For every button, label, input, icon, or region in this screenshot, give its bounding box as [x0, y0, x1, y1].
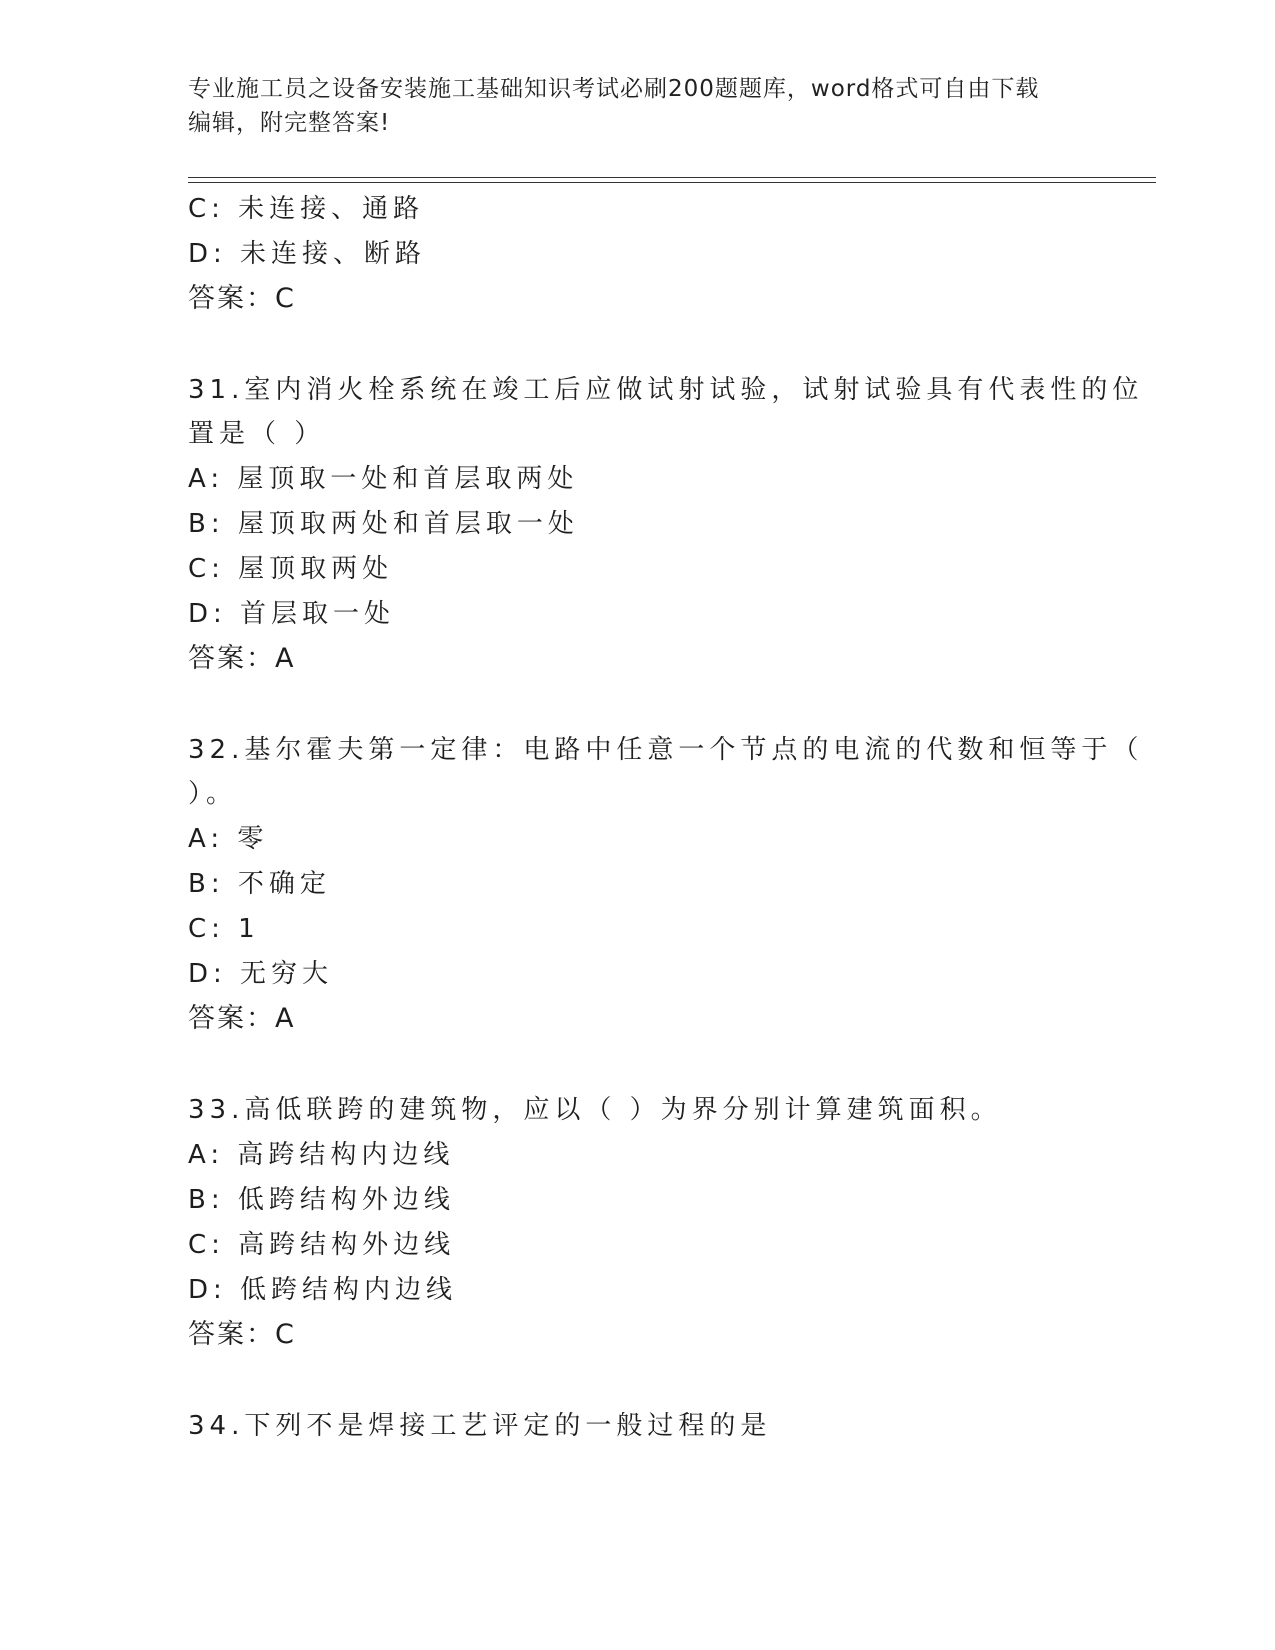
q32-stem-line-2: ）。 [188, 779, 238, 809]
q33-option-b: B: 低跨结构外边线 [188, 1185, 455, 1215]
q32-option-d: D: 无穷大 [188, 959, 334, 989]
q31-stem-line-1: 31.室内消火栓系统在竣工后应做试射试验，试射试验具有代表性的位 [188, 375, 1144, 405]
q32-stem-line-1: 32.基尔霍夫第一定律：电路中任意一个节点的电流的代数和恒等于（ [188, 735, 1144, 765]
header-line-1: 专业施工员之设备安装施工基础知识考试必刷200题题库，word格式可自由下载 [188, 76, 1040, 102]
q33-option-a: A: 高跨结构内边线 [188, 1140, 455, 1170]
header-divider-top [188, 177, 1156, 178]
q30-option-c: C: 未连接、通路 [188, 194, 425, 224]
q32-option-a: A: 零 [188, 824, 269, 854]
q31-option-d: D: 首层取一处 [188, 599, 396, 629]
q32-option-c: C: 1 [188, 914, 260, 944]
q33-option-c: C: 高跨结构外边线 [188, 1230, 456, 1260]
q31-option-c: C: 屋顶取两处 [188, 554, 394, 584]
q34-stem: 34.下列不是焊接工艺评定的一般过程的是 [188, 1411, 772, 1441]
q31-option-b: B: 屋顶取两处和首层取一处 [188, 509, 579, 539]
q31-option-a: A: 屋顶取一处和首层取两处 [188, 464, 579, 494]
q30-answer: 答案：C [188, 283, 296, 314]
q33-answer: 答案：C [188, 1319, 296, 1350]
q31-answer: 答案：A [188, 643, 296, 674]
q30-option-d: D: 未连接、断路 [188, 239, 427, 269]
q32-answer: 答案：A [188, 1003, 296, 1034]
q33-stem: 33.高低联跨的建筑物，应以（ ）为界分别计算建筑面积。 [188, 1095, 1002, 1125]
document-header [188, 72, 1088, 140]
q32-option-b: B: 不确定 [188, 869, 331, 899]
header-divider-bottom [188, 182, 1156, 183]
q31-stem-line-2: 置是（ ） [188, 419, 326, 449]
q33-option-d: D: 低跨结构内边线 [188, 1275, 458, 1305]
header-line-2: 编辑，附完整答案! [188, 110, 391, 136]
